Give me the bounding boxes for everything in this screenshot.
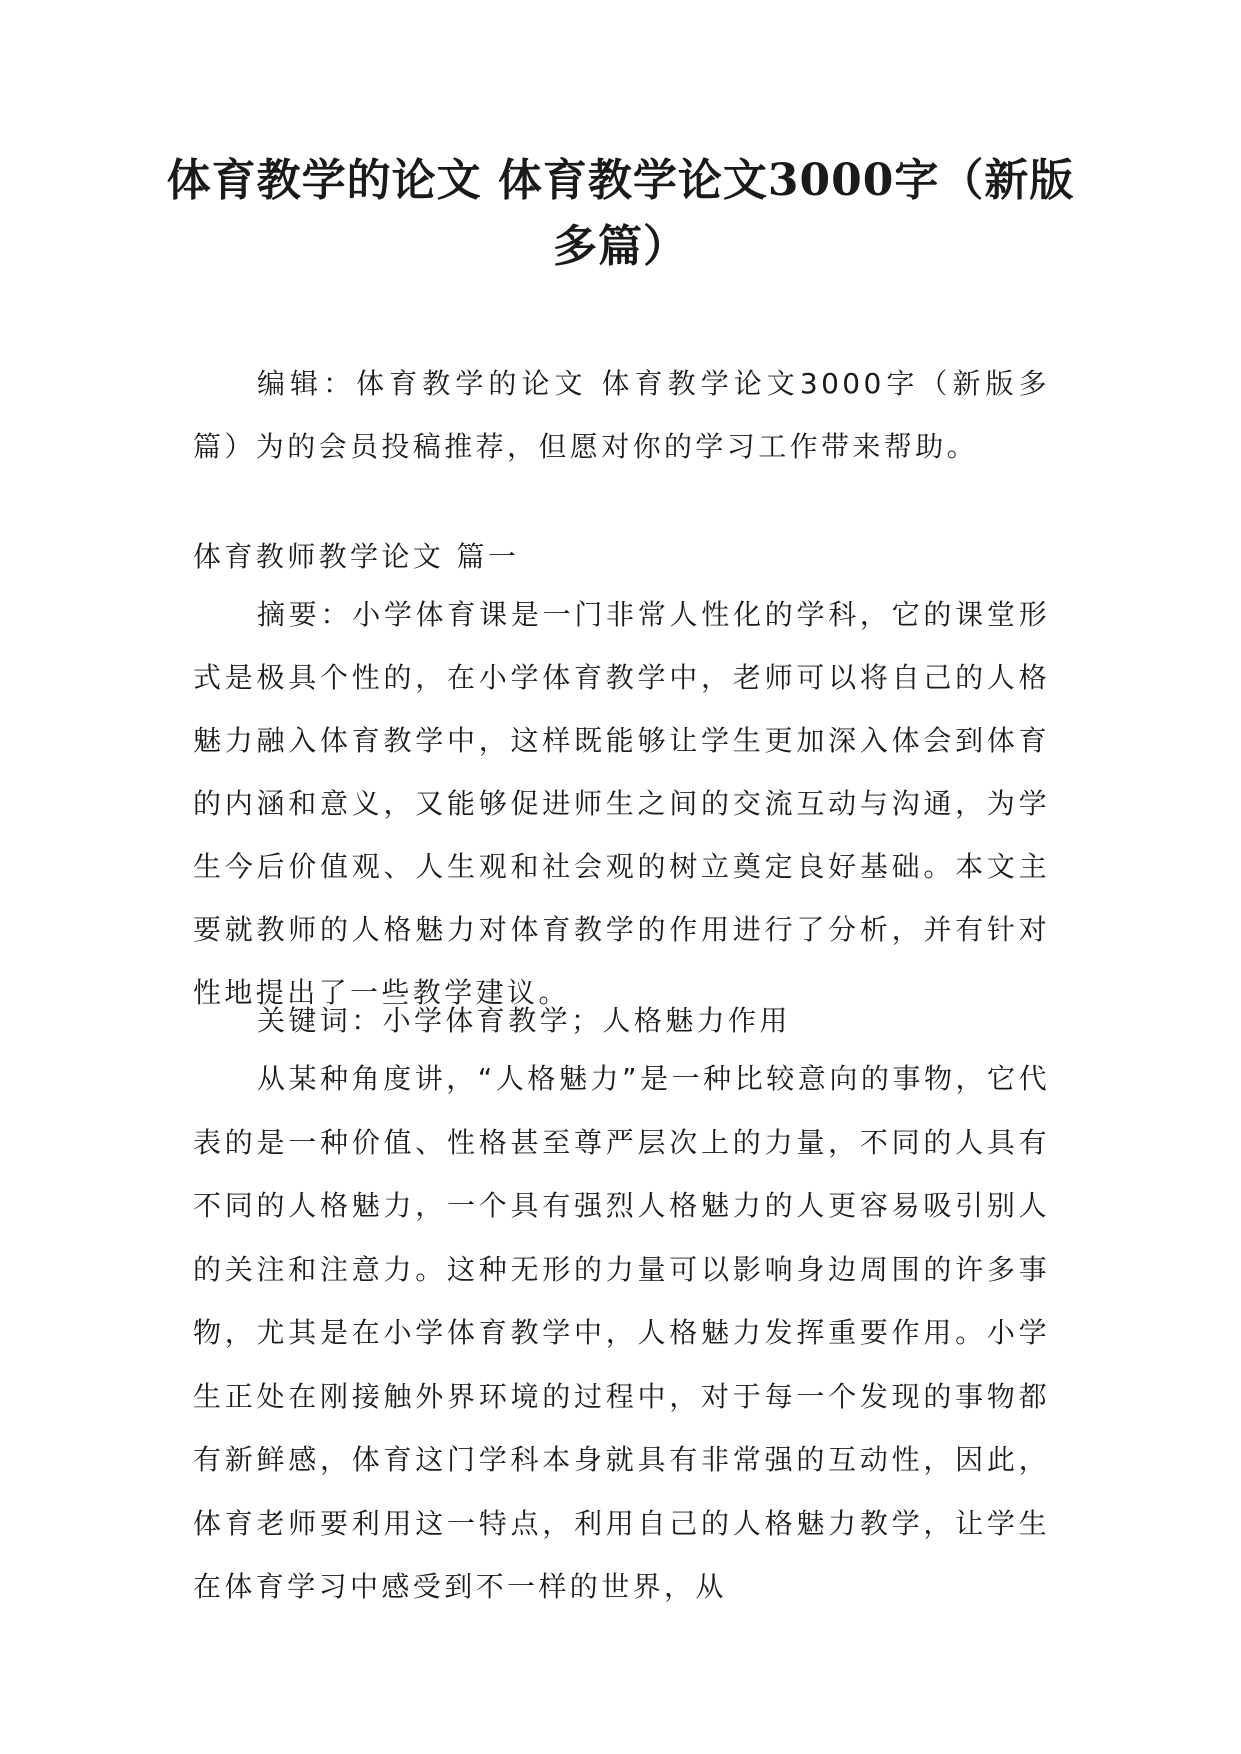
document-title: 体育教学的论文 体育教学论文3000字（新版多篇） <box>166 155 1075 272</box>
body-paragraph: 从某种角度讲，“人格魅力”是一种比较意向的事物，它代表的是一种价值、性格甚至尊严层次上的力量，不同的人具有不同的人格魅力，一个具有强烈人格魅力的人更容易吸引别人的关注和注意力。这种无形的力量可以影响身边周围的许多事物，尤其是在小学体育教学中，人格魅力发挥重要作用。小学生正处在刚接触外界环境的过程中，对于每一个发现的事物都有新鲜感，体育这门学科本身就具有非常强的互动性，因此，体育老师要利用这一特点，利用自己的人格魅力教学，让学生在体育学习中感受到不一样的世界，从 <box>193 1062 1050 1603</box>
section-heading: 体育教师教学论文 篇一 <box>193 540 520 573</box>
keywords-line: 关键词：小学体育教学；人格魅力作用 <box>257 1004 791 1037</box>
abstract-paragraph: 摘要：小学体育课是一门非常人性化的学科，它的课堂形式是极具个性的，在小学体育教学中，老师可以将自己的人格魅力融入体育教学中，这样既能够让学生更加深入体会到体育的内涵和意义，又能够促进师生之间的交流互动与沟通，为学生今后价值观、人生观和社会观的树立奠定良好基础。本文主要就教师的人格魅力对体育教学的作用进行了分析，并有针对性地提出了一些教学建议。 <box>193 598 1050 1009</box>
editor-note: 编辑：体育教学的论文 体育教学论文3000字（新版多篇）为的会员投稿推荐，但愿对你的学习工作带来帮助。 <box>193 367 1050 463</box>
